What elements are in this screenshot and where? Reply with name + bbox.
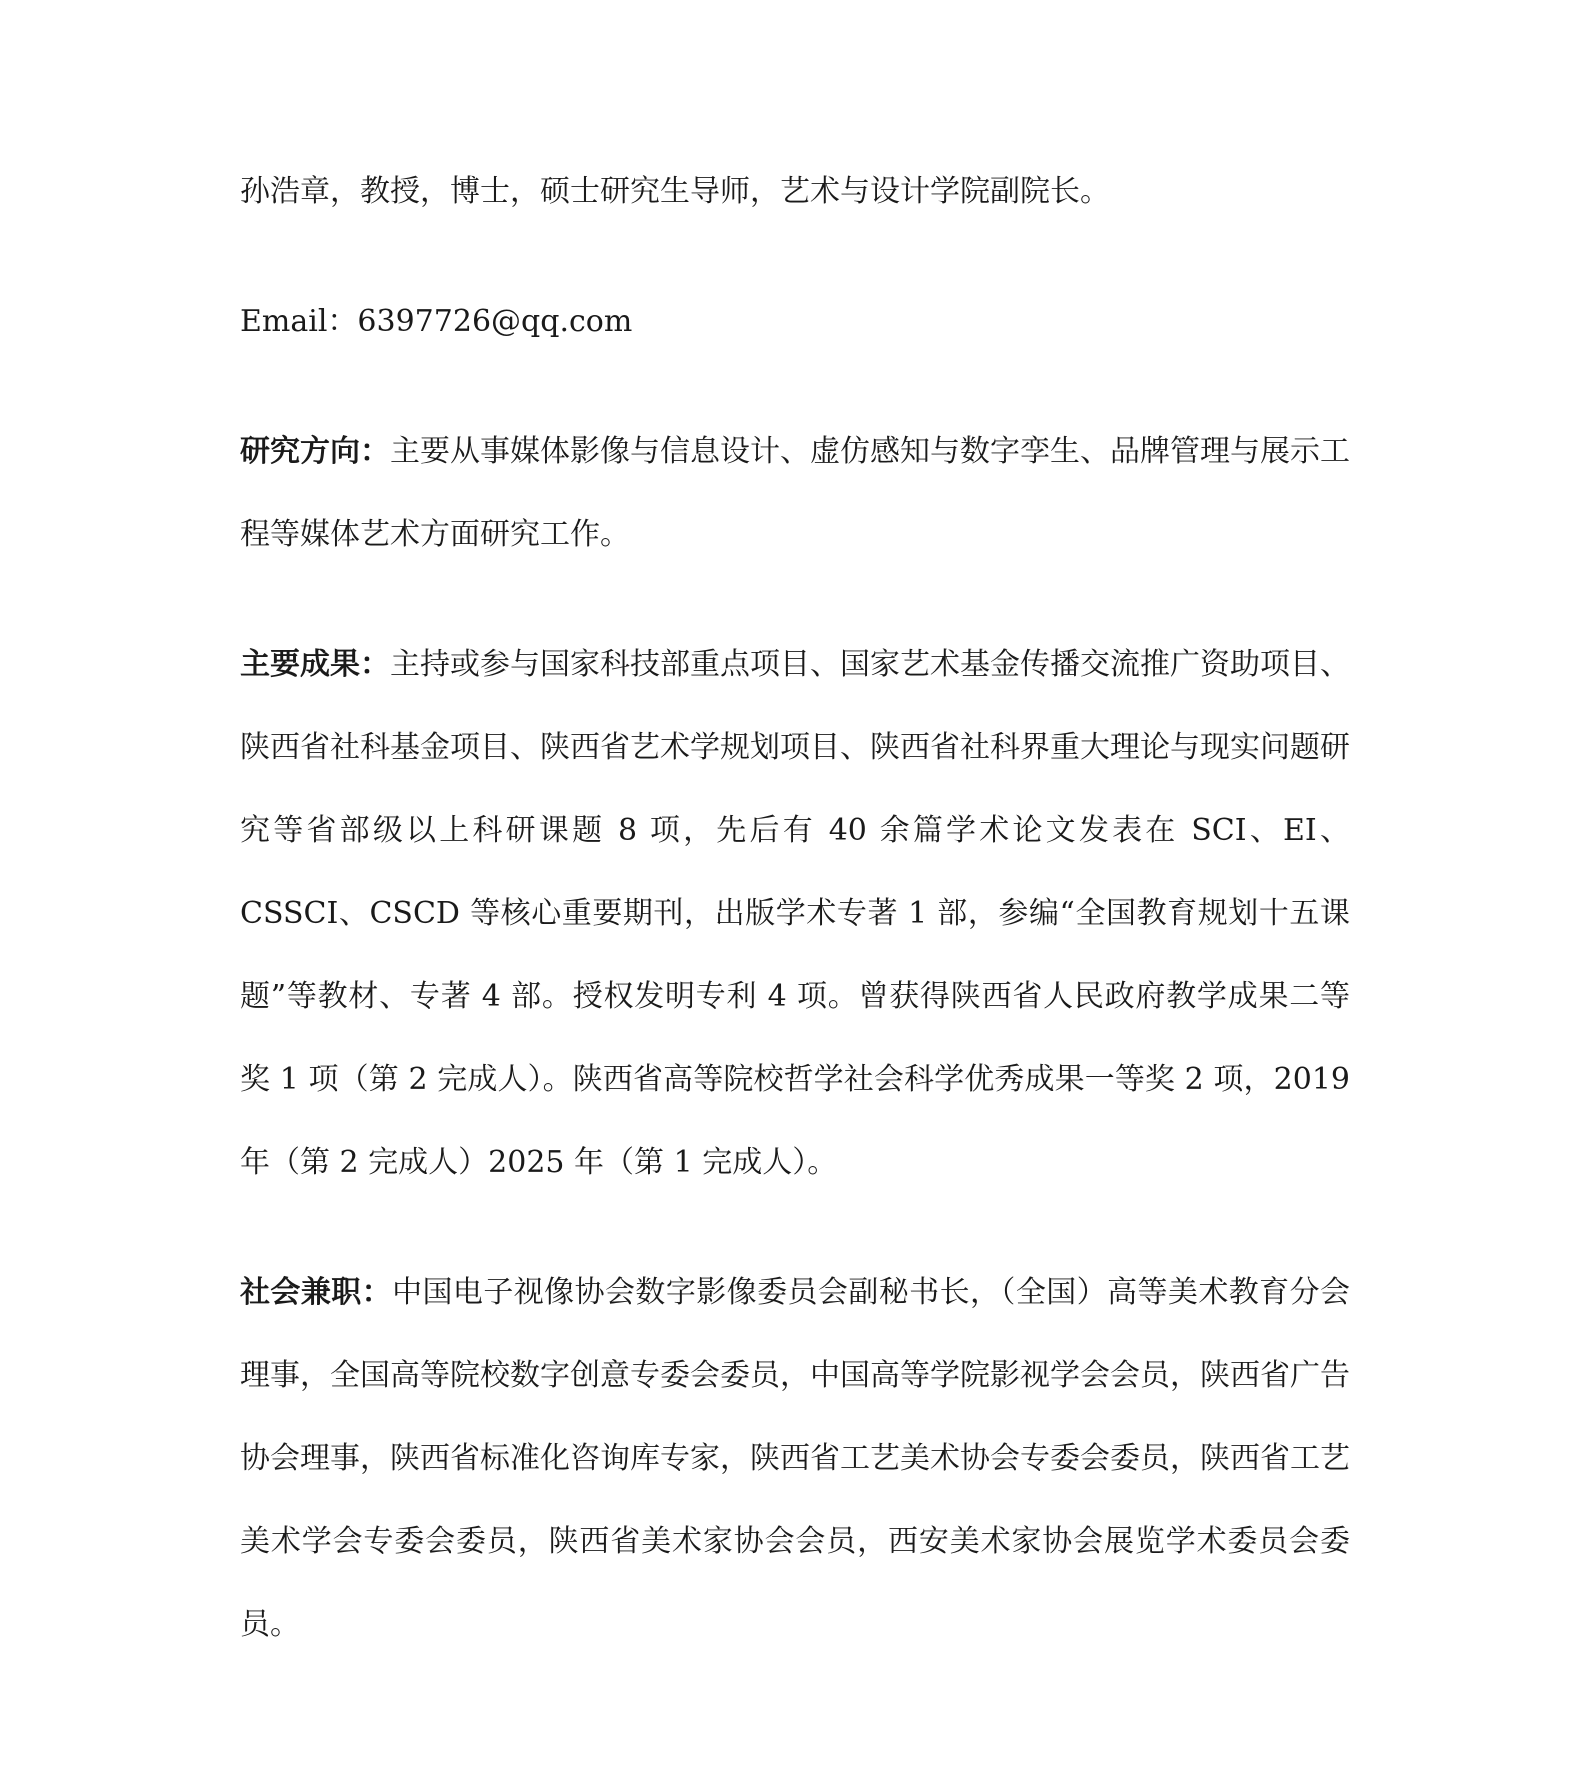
achievements-section — [240, 623, 1350, 1204]
achievements-text: 主持或参与国家科技部重点项目、国家艺术基金传播交流推广资助项目、陕西省社科基金项目、陕西省艺术学规划项目、陕西省社科界重大理论与现实问题研究等省部级以上科研课题 8 项，先后有 40 余篇学术论文发表在 SCI、EI、CSSCI、CSCD 等核心重要期刊，出版学术专著 1 部，参编“全国教育规划十五课题”等教材、专著 4 部。授权发明专利 4 项。曾获得陕西省人民政府教学成果二等奖 1 项（第 2 完成人）。陕西省高等院校哲学社会科学优秀成果一等奖 2 项，2019 年（第 2 完成人）2025 年（第 1 完成人）。 — [240, 647, 1350, 1180]
social-roles-text: 中国电子视像协会数字影像委员会副秘书长，（全国）高等美术教育分会理事，全国高等院校数字创意专委会委员，中国高等学院影视学会会员，陕西省广告协会理事，陕西省标准化咨询库专家，陕西省工艺美术协会专委会委员，陕西省工艺美术学会专委会委员，陕西省美术家协会会员，西安美术家协会展览学术委员会委员。 — [240, 1275, 1351, 1642]
social-roles-label: 社会兼职： — [240, 1275, 393, 1310]
research-label: 研究方向： — [240, 434, 390, 469]
email-line — [240, 280, 1350, 363]
email-text: Email：6397726@qq.com — [240, 304, 633, 339]
social-roles-section — [240, 1251, 1350, 1666]
research-section — [240, 410, 1350, 576]
achievements-label: 主要成果： — [240, 647, 390, 682]
research-text: 主要从事媒体影像与信息设计、虚仿感知与数字孪生、品牌管理与展示工程等媒体艺术方面研究工作。 — [240, 434, 1350, 552]
profile-intro: 孙浩章，教授，博士，硕士研究生导师，艺术与设计学院副院长。 — [240, 174, 1110, 209]
document-page — [240, 150, 1350, 1666]
